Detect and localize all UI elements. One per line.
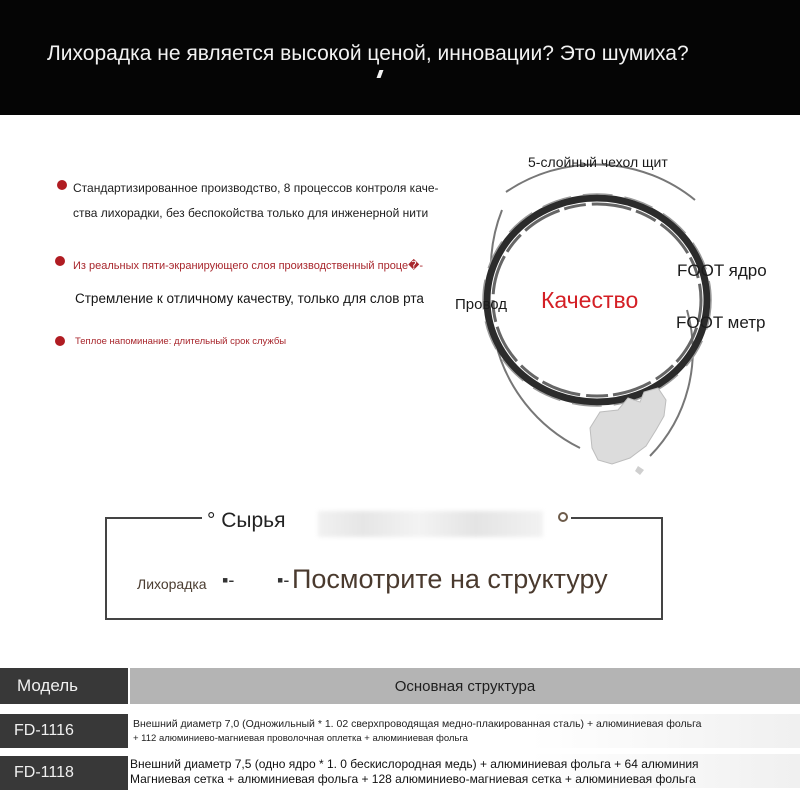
bullet-dot-1 xyxy=(57,180,67,190)
bullet-2-line-2: Стремление к отличному качеству, только для слов рта xyxy=(75,291,424,306)
raw-box-top-line-right xyxy=(571,517,663,519)
blurred-caption xyxy=(318,511,543,537)
raw-material-title: ° Сырья xyxy=(207,509,286,532)
shield-layer-label: 5-слойный чехол щит xyxy=(528,154,668,170)
table-row-model: FD-1116 xyxy=(0,714,128,748)
quality-diagram xyxy=(440,130,800,490)
table-row-structure xyxy=(128,714,800,748)
table-row-model: FD-1118 xyxy=(0,756,128,790)
row-2-structure-line-2: Магниевая сетка + алюминиевая фольга + 128 алюминиево-магниевая сетка + алюминиевая фольга xyxy=(130,772,696,786)
bullet-dot-2 xyxy=(55,256,65,266)
ring-icon xyxy=(558,512,568,522)
raw-dash-2: ▪- xyxy=(277,570,290,590)
row-1-structure-line-2: + 112 алюминиево-магниевая проволочная оплетка + алюминиевая фольга xyxy=(133,733,468,744)
banner-title: Лихорадка не является высокой ценой, инновации? Это шумиха? xyxy=(47,42,689,65)
map-island xyxy=(635,466,644,475)
top-banner xyxy=(0,0,800,115)
row-2-structure-line-1: Внешний диаметр 7,5 (одно ядро * 1. 0 бескислородная медь) + алюминиевая фольга + 64 алюминия xyxy=(130,757,699,771)
foot-meter-label: FOOT метр xyxy=(676,313,766,332)
bullet-1-line-1: Стандартизированное производство, 8 процессов контроля каче- xyxy=(73,181,439,195)
bullet-2-line-1: Из реальных пяти-экранирующего слоя производственный проце�- xyxy=(73,260,424,272)
raw-box-top-line-left xyxy=(105,517,202,519)
row-1-structure-line-1: Внешний диаметр 7,0 (Одножильный * 1. 02 сверхпроводящая медно-плакированная сталь) + алюминиевая фольга xyxy=(133,718,702,730)
quality-label: Качество xyxy=(541,287,639,313)
table-row-structure xyxy=(128,754,800,788)
banner-mark xyxy=(377,70,384,78)
raw-fever-label: Лихорадка xyxy=(137,576,207,592)
raw-dash-1: ▪- xyxy=(222,570,235,590)
bullet-1-line-2: ства лихорадки, без беспокойства только для инженерной нити xyxy=(73,206,429,220)
header-model: Модель xyxy=(0,668,128,704)
header-structure: Основная структура xyxy=(130,668,800,704)
bullet-dot-3 xyxy=(55,336,65,346)
foot-core-label: FOOT ядро xyxy=(677,261,767,280)
bullet-3-line-1: Теплое напоминание: длительный срок службы xyxy=(75,336,287,347)
structure-heading: Посмотрите на структуру xyxy=(292,564,608,594)
wire-label: Провод xyxy=(455,296,508,313)
spec-table xyxy=(0,668,800,800)
